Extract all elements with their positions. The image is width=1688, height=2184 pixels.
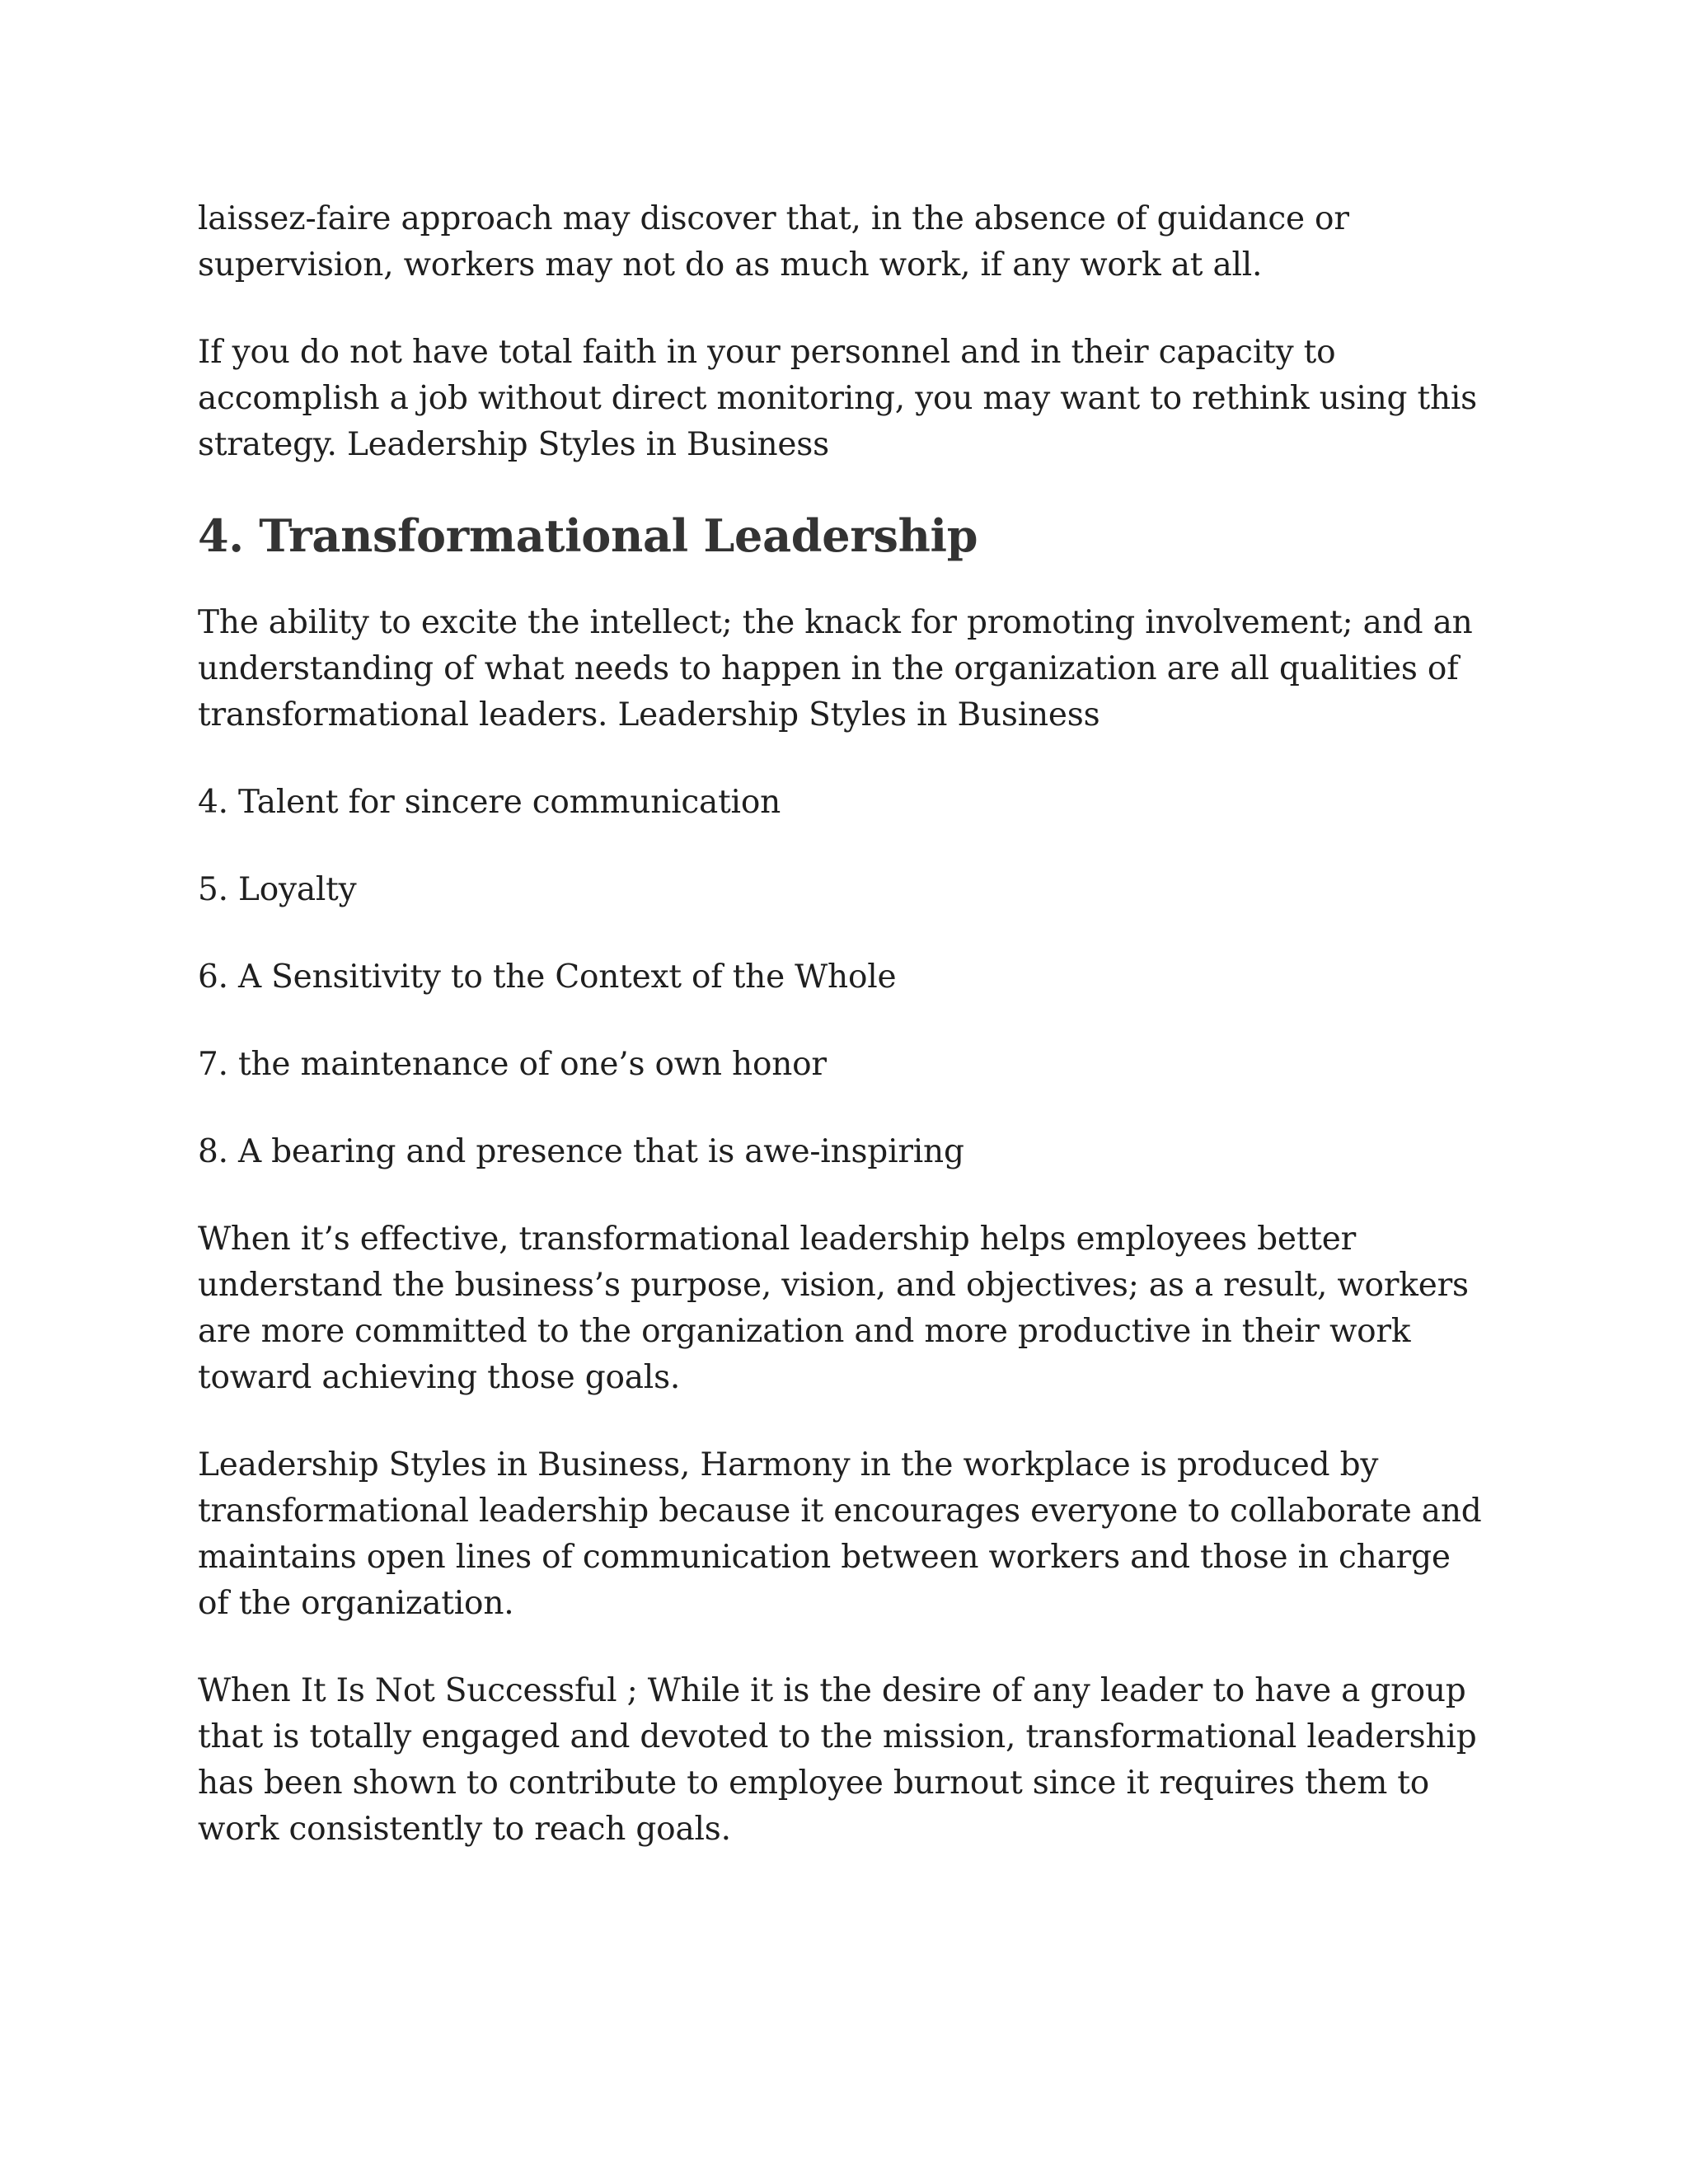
paragraph-when-effective: When it’s effective, transformational leadership helps employees better understand the business’s purpose, vision, and objectives; as a result, workers are more committed to the organization and more productive in their work toward achieving those goals.: [198, 1221, 1469, 1396]
paragraph-not-successful: When It Is Not Successful ; While it is the desire of any leader to have a group that is totally engaged and devoted to the mission, transformational leadership has been shown to contribute to employee burnout since it requires them to work consistently to reach goals.: [198, 1672, 1477, 1848]
list-item: 8. A bearing and presence that is awe-inspiring: [198, 1133, 964, 1170]
paragraph-harmony: Leadership Styles in Business, Harmony in the workplace is produced by transformational leadership because it encourages everyone to collaborate and maintains open lines of communication between workers and those in charge of the organization.: [198, 1446, 1482, 1622]
document-body: [198, 196, 1484, 1894]
list-item: 4. Talent for sincere communication: [198, 784, 781, 821]
list-item: 6. A Sensitivity to the Context of the Whole: [198, 958, 897, 996]
paragraph-transformational-qualities: The ability to excite the intellect; the knack for promoting involvement; and an understanding of what needs to happen in the organization are all qualities of transformational leaders. Leadership Styles in Business: [198, 604, 1473, 733]
section-heading: 4. Transformational Leadership: [198, 509, 978, 562]
list-item: 5. Loyalty: [198, 871, 357, 908]
paragraph-laissez-faire: laissez-faire approach may discover that, in the absence of guidance or supervision, workers may not do as much work, if any work at all.: [198, 200, 1349, 284]
paragraph-faith-in-personnel: If you do not have total faith in your personnel and in their capacity to accomplish a job without direct monitoring, you may want to rethink using this strategy. Leadership Styles in Business: [198, 334, 1477, 463]
list-item: 7. the maintenance of one’s own honor: [198, 1046, 827, 1083]
